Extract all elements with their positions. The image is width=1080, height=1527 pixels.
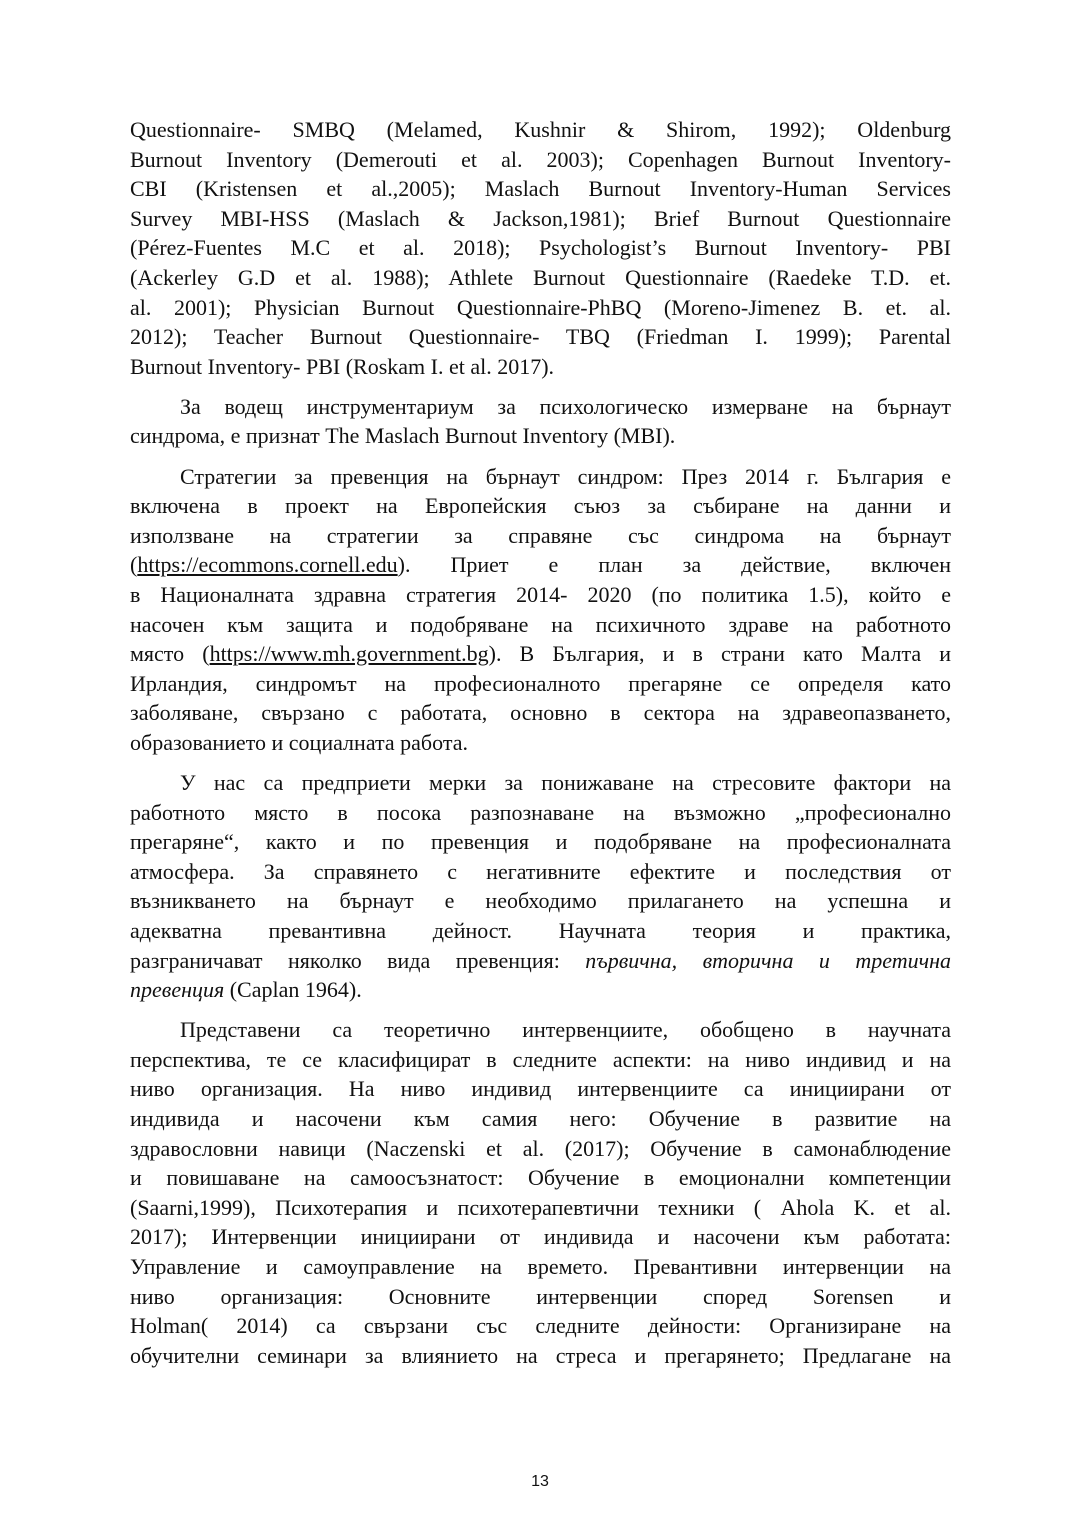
text-line	[130, 698, 951, 728]
hyperlink[interactable]: https://ecommons.cornell.edu	[137, 552, 398, 578]
text-run: ниво организация. На ниво индивид интервенциите са инициирани от	[130, 1076, 951, 1102]
text-run: индивида и насочени към самия него: Обучение в развитие на	[130, 1106, 951, 1131]
text-run: обучителни семинари за влиянието на стреса и прегарянето; Предлагане на	[130, 1342, 951, 1368]
text-line	[130, 1252, 951, 1282]
text-line	[130, 1015, 951, 1045]
text-run: насочен към защита и подобряване на психичното здраве на работното	[130, 611, 951, 637]
text-run: Burnout Inventory- PBI (Roskam I. et al. 2017).	[130, 353, 555, 379]
text-line	[130, 768, 951, 798]
italic-text: първична, вторична и третична	[585, 947, 952, 973]
italic-text: превенция	[130, 977, 225, 1003]
text-run: Ирландия, синдромът на професионалното прегаряне се определя като	[130, 670, 951, 696]
text-run: Questionnaire- SMBQ (Melamed, Kushnir & Shirom, 1992); Oldenburg	[130, 117, 951, 142]
text-line	[130, 946, 951, 976]
text-line	[130, 798, 951, 828]
text-line	[130, 857, 951, 887]
text-line	[130, 392, 951, 422]
text-line	[130, 1134, 951, 1164]
text-line	[130, 639, 951, 669]
text-run: заболяване, свързано с работата, основно в сектора на здравеопазването,	[130, 700, 951, 726]
text-line	[130, 521, 951, 551]
text-run: и повишаване на самоосъзнатост: Обучение в емоционални компетенции	[130, 1165, 951, 1191]
text-run: Управление и самоуправление на времето. Превантивни интервенции на	[130, 1253, 951, 1279]
text-run: CBI (Kristensen et al.,2005); Maslach Burnout Inventory-Human Services	[130, 176, 951, 202]
page-number: 13	[531, 1473, 549, 1490]
text-line	[130, 1163, 951, 1193]
text-run: 2012); Teacher Burnout Questionnaire- TBQ (Friedman I. 1999); Parental	[130, 324, 951, 350]
text-run: ). Приет е план за действие, включен	[397, 552, 951, 578]
paragraph	[130, 1015, 951, 1370]
text-run: възникването на бърнаут е необходимо прилагането на успешна и	[130, 888, 951, 914]
text-line	[130, 827, 951, 857]
text-line	[130, 1311, 951, 1341]
text-line	[130, 204, 951, 234]
text-line	[130, 1045, 951, 1075]
text-run: al. 2001); Physician Burnout Questionnaire-PhBQ (Moreno-Jimenez B. et. al.	[130, 294, 951, 320]
hyperlink[interactable]: https://www.mh.government.bg	[209, 641, 489, 667]
text-line	[130, 610, 951, 640]
text-line	[130, 669, 951, 699]
text-line	[130, 1341, 951, 1371]
text-line	[130, 491, 951, 521]
text-line	[130, 975, 951, 1005]
text-line	[130, 322, 951, 352]
text-line	[130, 580, 951, 610]
text-run: 2017); Интервенции инициирани от индивида и насочени към работата:	[130, 1224, 951, 1250]
text-run: в Националната здравна стратегия 2014- 2020 (по политика 1.5), който е	[130, 581, 951, 607]
paragraph	[130, 392, 951, 451]
text-run: Holman( 2014) са свързани със следните дейности: Организиране на	[130, 1313, 951, 1339]
text-line	[130, 145, 951, 175]
text-line	[130, 1074, 951, 1104]
text-line	[130, 263, 951, 293]
paragraph	[130, 768, 951, 1005]
text-run: образованието и социалната работа.	[130, 729, 468, 755]
text-line	[130, 550, 951, 580]
text-line	[130, 462, 951, 492]
text-line	[130, 174, 951, 204]
text-run: перспектива, те се класифицират в следните аспекти: на ниво индивид и на	[130, 1046, 951, 1072]
text-run: разграничават няколко вида превенция:	[130, 947, 586, 973]
text-run: ). В България, и в страни като Малта и	[488, 641, 951, 667]
text-run: използване на стратегии за справяне със синдрома на бърнаут	[130, 522, 951, 548]
text-run: Стратегии за превенция на бърнаут синдром: През 2014 г. България е	[180, 463, 951, 489]
document-body	[130, 115, 951, 1381]
paragraph	[130, 462, 951, 758]
text-line	[130, 352, 951, 382]
text-run: синдрома, е признат The Maslach Burnout Inventory (MBI).	[130, 423, 676, 449]
text-run: (Ackerley G.D et al. 1988); Athlete Burnout Questionnaire (Raedeke T.D. et.	[130, 264, 951, 290]
text-run: прегаряне“, както и по превенция и подобряване на професионалната	[130, 829, 951, 855]
text-run: (	[130, 552, 138, 578]
text-run: включена в проект на Европейския съюз за събиране на данни и	[130, 493, 951, 519]
text-run: място (	[130, 641, 210, 667]
text-run: ниво организация: Основните интервенции според Sorensen и	[130, 1283, 951, 1309]
text-line	[130, 728, 951, 758]
text-run: Survey MBI-HSS (Maslach & Jackson,1981); Brief Burnout Questionnaire	[130, 205, 951, 231]
text-run: Представени са теоретично интервенциите, обобщено в научната	[180, 1017, 951, 1043]
text-line	[130, 421, 951, 451]
text-run: У нас са предприети мерки за понижаване на стресовите фактори на	[180, 769, 951, 795]
text-run: За водещ инструментариум за психологическо измерване на бърнаут	[180, 393, 951, 419]
paragraph	[130, 115, 951, 381]
text-run: (Pérez-Fuentes M.C et al. 2018); Psychologist’s Burnout Inventory- PBI	[130, 235, 951, 261]
text-run: атмосфера. За справянето с негативните ефектите и последствия от	[130, 858, 951, 884]
text-line	[130, 1282, 951, 1312]
text-run: (Caplan 1964).	[224, 977, 362, 1003]
text-run: здравословни навици (Naczenski et al. (2017); Обучение в самонаблюдение	[130, 1135, 951, 1161]
text-line	[130, 1104, 951, 1134]
text-line	[130, 916, 951, 946]
text-line	[130, 1193, 951, 1223]
text-line	[130, 293, 951, 323]
text-line	[130, 115, 951, 145]
text-line	[130, 233, 951, 263]
text-line	[130, 886, 951, 916]
text-line	[130, 1222, 951, 1252]
text-run: (Saarni,1999), Психотерапия и психотерапевтични техники ( Ahola K. et al.	[130, 1194, 951, 1220]
text-run: адекватна превантивна дейност. Научната теория и практика,	[130, 917, 951, 943]
text-run: работното място в посока разпознаване на възможно „професионално	[130, 799, 951, 825]
text-run: Burnout Inventory (Demerouti et al. 2003); Copenhagen Burnout Inventory-	[130, 146, 951, 172]
